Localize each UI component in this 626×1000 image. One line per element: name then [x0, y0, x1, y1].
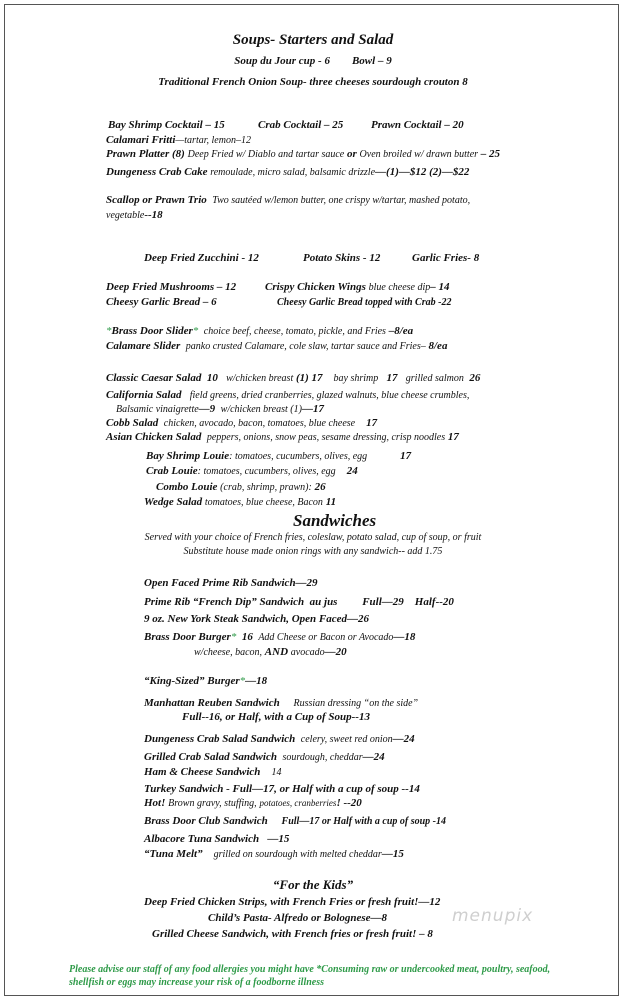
tuna-melt: “Tuna Melt” grilled on sourdough with melted cheddar—15 — [144, 848, 404, 860]
cobb-salad: Cobb Salad chicken, avocado, bacon, tomatoes, blue cheese 17 — [106, 417, 378, 429]
deep-fried-mushrooms: Deep Fried Mushrooms – 12 — [106, 281, 237, 293]
combo-louie: Combo Louie (crab, shrimp, prawn): 26 — [156, 481, 326, 493]
dungeness-crab-cake: Dungeness Crab Cake remoulade, micro salad, balsamic drizzle—(1)—$12 (2)—$22 — [106, 166, 470, 178]
onion-rings-note: Substitute house made onion rings with any sandwich-- add 1.75 — [183, 546, 443, 557]
soups-heading: Soups- Starters and Salad — [232, 32, 394, 48]
brass-door-burger: Brass Door Burger* 16 Add Cheese or Bacon or Avocado—18 — [144, 631, 416, 643]
ny-steak-sandwich: 9 oz. New York Steak Sandwich, Open Faced—26 — [144, 613, 370, 625]
king-sized-burger: “King-Sized” Burger*—18 — [144, 675, 268, 687]
classic-caesar-salad: Classic Caesar Salad 10 w/chicken breast (1) 17 bay shrimp 17 grilled salmon 26 — [106, 372, 481, 384]
ham-cheese-sandwich: Ham & Cheese Sandwich 14 — [144, 766, 282, 778]
foodborne-note: shellfish or eggs may increase your risk of a foodborne illness — [69, 977, 325, 988]
deep-fried-zucchini: Deep Fried Zucchini - 12 — [144, 252, 259, 264]
brass-door-slider: *Brass Door Slider* choice beef, cheese, tomato, pickle, and Fries –8/ea — [106, 325, 414, 337]
sandwiches-heading: Sandwiches — [293, 511, 377, 530]
calamare-slider: Calamare Slider panko crusted Calamare, cole slaw, tartar sauce and Fries– 8/ea — [106, 340, 448, 352]
manhattan-reuben: Manhattan Reuben Sandwich Russian dressing “on the side” — [144, 697, 419, 709]
wedge-salad: Wedge Salad tomatoes, blue cheese, Bacon 11 — [144, 496, 337, 508]
kids-pasta: Child’s Pasta- Alfredo or Bolognese—8 — [208, 912, 388, 924]
california-salad: California Salad field greens, dried cranberries, glazed walnuts, blue cheese crumbles, — [106, 389, 470, 401]
california-salad-cont: Balsamic vinaigrette—9 w/chicken breast (1)—17 — [116, 403, 324, 415]
dungeness-crab-salad-sandwich: Dungeness Crab Salad Sandwich celery, sweet red onion—24 — [144, 733, 415, 745]
calamari-fritti: Calamari Fritti—tartar, lemon–12 — [106, 134, 251, 146]
crispy-chicken-wings: Crispy Chicken Wings blue cheese dip– 14 — [265, 281, 450, 293]
brass-door-club: Brass Door Club Sandwich Full—17 or Half with a cup of soup -14 — [144, 815, 447, 827]
brass-door-burger-combo: w/cheese, bacon, AND avocado—20 — [194, 646, 347, 658]
grilled-crab-salad-sandwich: Grilled Crab Salad Sandwich sourdough, cheddar—24 — [144, 751, 385, 763]
kids-heading: “For the Kids” — [272, 877, 354, 892]
scallop-prawn-trio-cont: vegetable--18 — [106, 209, 163, 221]
manhattan-reuben-price: Full--16, or Half, with a Cup of Soup--13 — [182, 711, 370, 723]
crab-louie: Crab Louie: tomatoes, cucumbers, olives, egg 24 — [146, 465, 358, 477]
garlic-fries: Garlic Fries- 8 — [412, 252, 480, 264]
albacore-tuna-sandwich: Albacore Tuna Sandwich —15 — [144, 833, 290, 845]
crab-cocktail: Crab Cocktail – 25 — [258, 119, 344, 131]
hot-turkey: Hot! Brown gravy, stuffing, potatoes, cranberries! --20 — [144, 797, 362, 809]
cheesy-garlic-bread: Cheesy Garlic Bread – 6 — [106, 296, 217, 308]
potato-skins: Potato Skins - 12 — [303, 252, 381, 264]
kids-chicken-strips: Deep Fried Chicken Strips, with French Fries or fresh fruit!—12 — [144, 896, 441, 908]
open-faced-prime-rib: Open Faced Prime Rib Sandwich—29 — [144, 577, 318, 589]
cheesy-garlic-bread-crab: Cheesy Garlic Bread topped with Crab -22 — [277, 297, 452, 308]
served-with-note: Served with your choice of French fries, coleslaw, potato salad, cup of soup, or fruit — [144, 532, 482, 543]
kids-grilled-cheese: Grilled Cheese Sandwich, with French fries or fresh fruit! – 8 — [152, 928, 433, 940]
french-dip: Prime Rib “French Dip” Sandwich au jus Full—29 Half--20 — [144, 596, 454, 608]
allergy-note: Please advise our staff of any food allergies you might have *Consuming raw or undercooked meat, poultry, seafood, — [69, 964, 551, 975]
prawn-platter: Prawn Platter (8) Deep Fried w/ Diablo and tartar sauce or Oven broiled w/ drawn butter – 25 — [106, 148, 501, 160]
french-onion-soup: Traditional French Onion Soup- three cheeses sourdough crouton 8 — [158, 76, 468, 88]
menupix-watermark: menupix — [452, 906, 534, 926]
shrimp-cocktail: Bay Shrimp Cocktail – 15 — [108, 119, 225, 131]
turkey-sandwich: Turkey Sandwich - Full—17, or Half with a cup of soup --14 — [144, 783, 420, 795]
prawn-cocktail: Prawn Cocktail – 20 — [371, 119, 464, 131]
scallop-prawn-trio: Scallop or Prawn Trio Two sautéed w/lemon butter, one crispy w/tartar, mashed potato, — [106, 194, 471, 206]
asian-chicken-salad: Asian Chicken Salad peppers, onions, snow peas, sesame dressing, crisp noodles 17 — [106, 431, 459, 443]
soup-du-jour: Soup du Jour cup - 6 Bowl – 9 — [234, 55, 392, 67]
bay-shrimp-louie: Bay Shrimp Louie: tomatoes, cucumbers, olives, egg 17 — [146, 450, 412, 462]
